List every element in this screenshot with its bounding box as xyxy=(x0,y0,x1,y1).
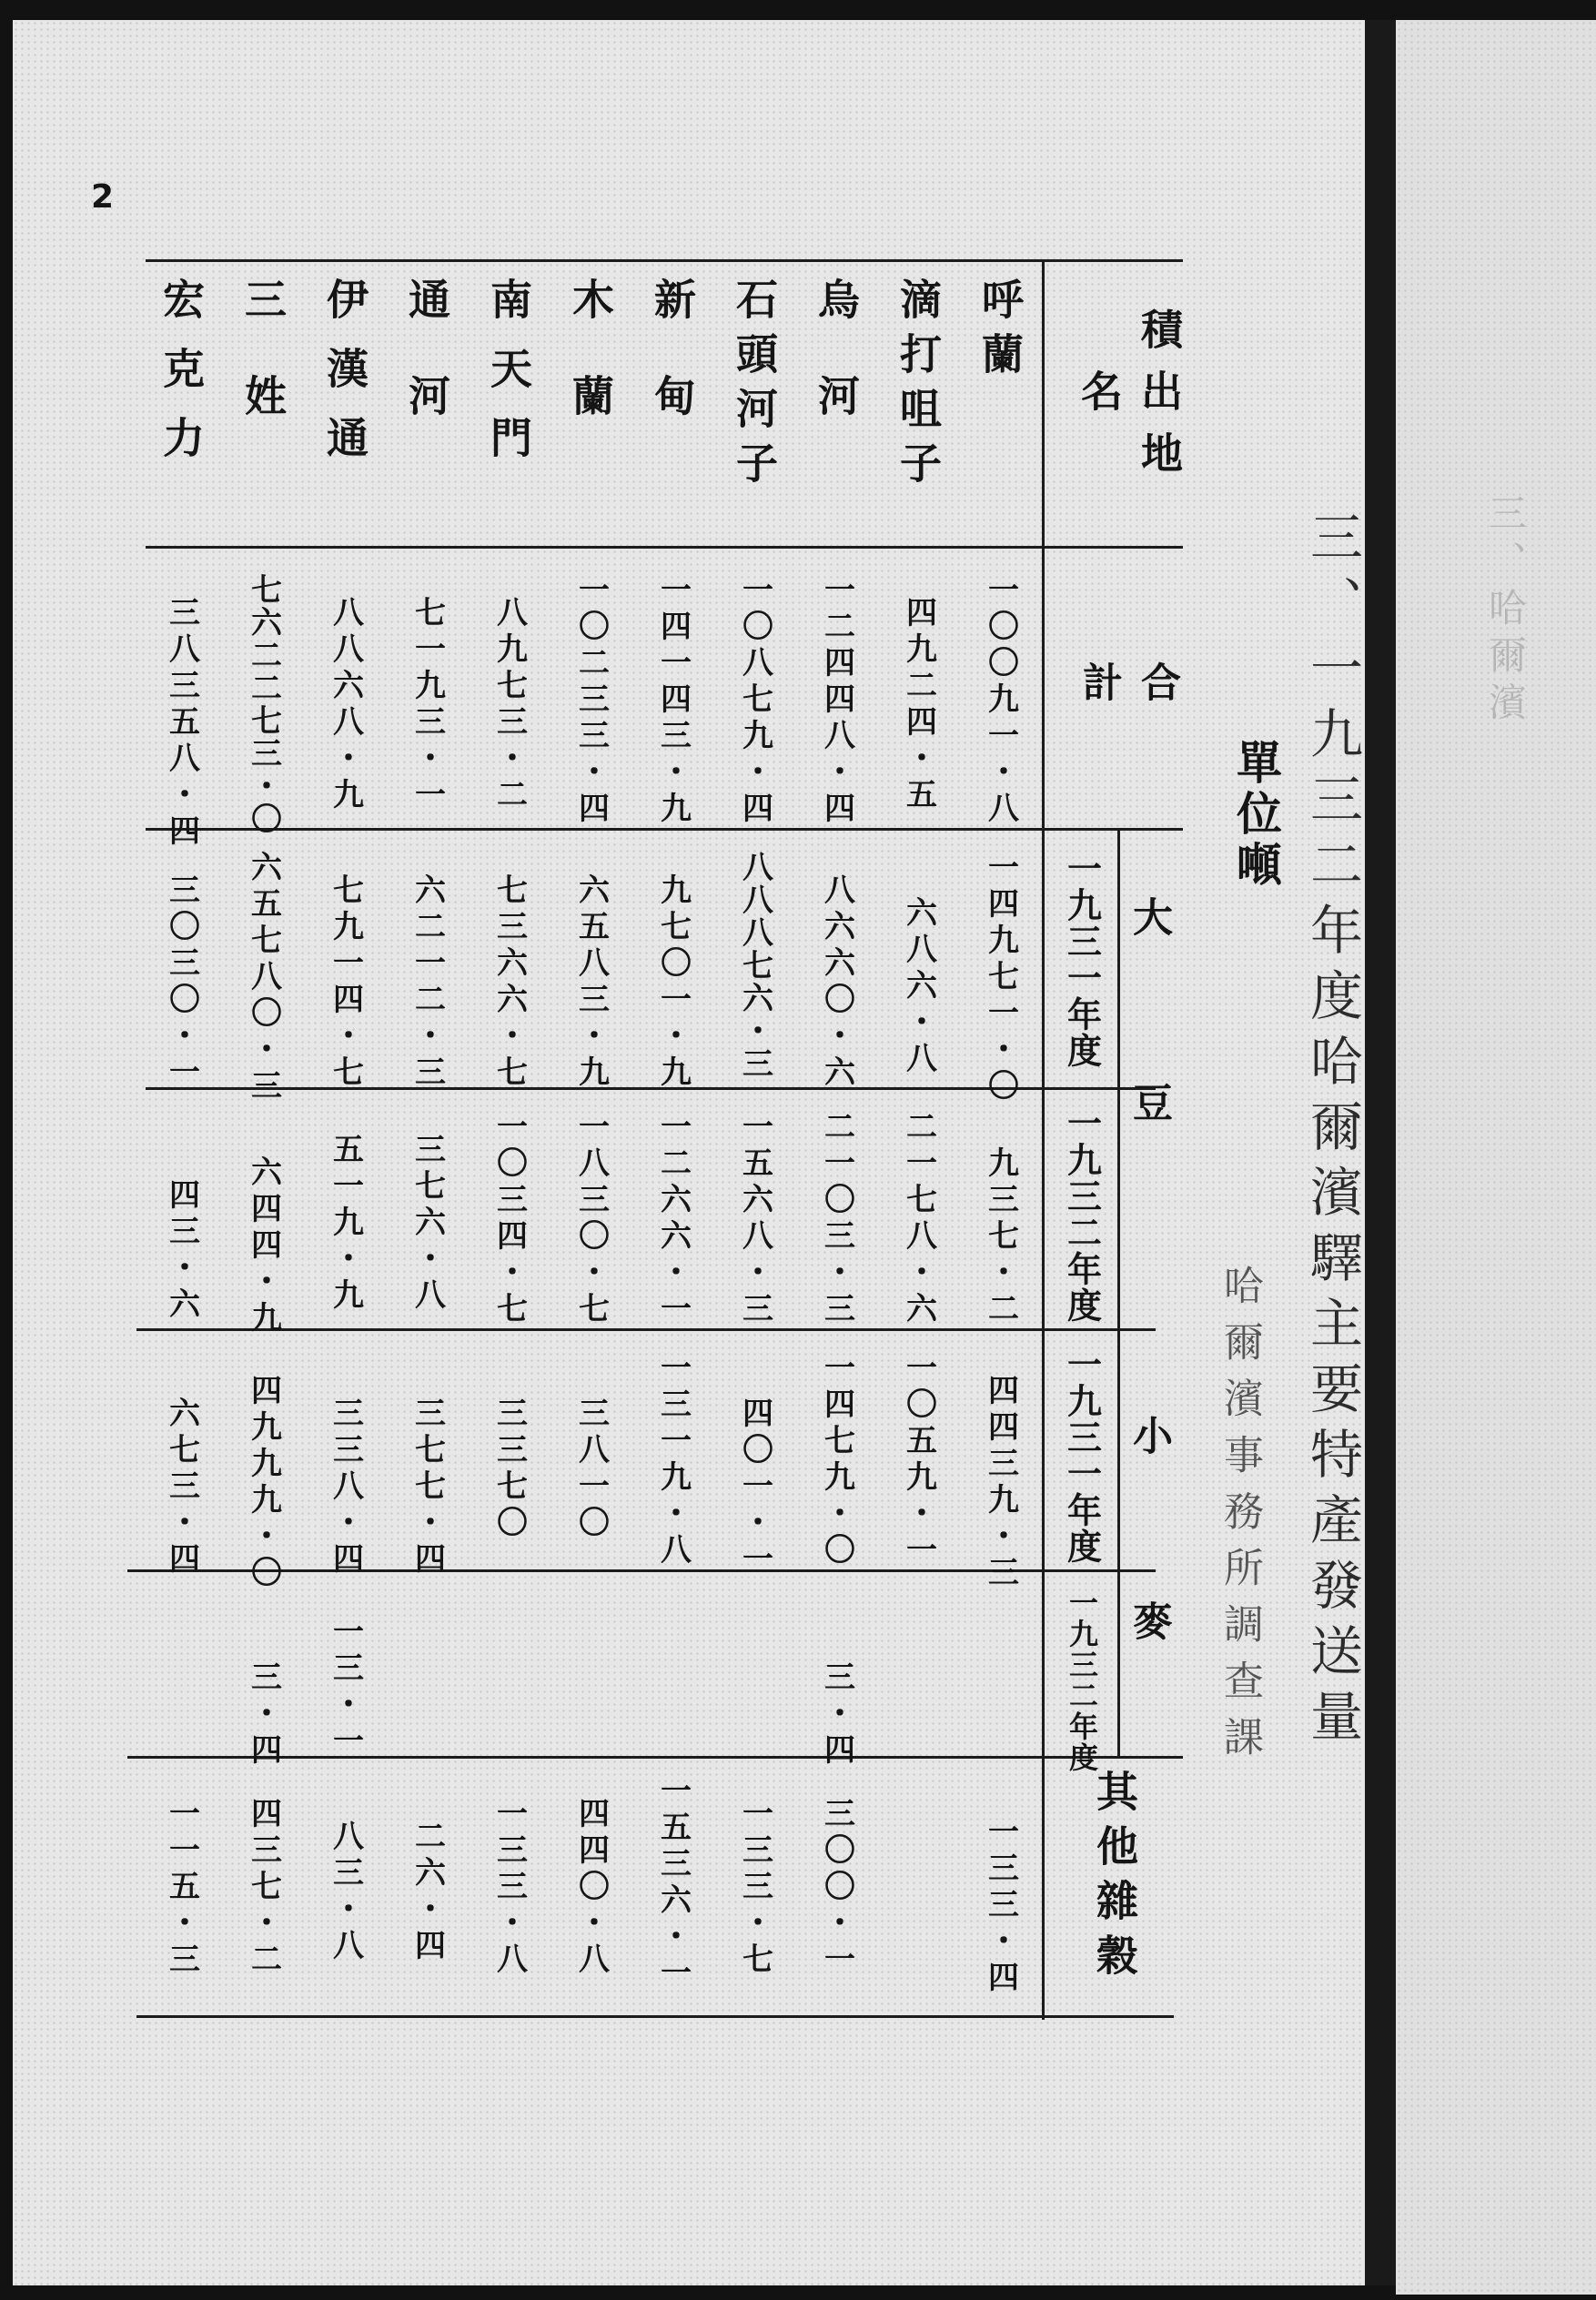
cell-soy-1931: 六八六・八 xyxy=(900,896,937,1078)
cell-wheat-1931: 四〇一・一 xyxy=(736,1397,773,1579)
cell-other: 一一五・三 xyxy=(163,1797,200,1979)
cell-soy-1932: 一五六八・三 xyxy=(736,1110,773,1328)
cell-wheat-1932: 一三・一 xyxy=(327,1615,364,1760)
cell-total: 三八三五八・四 xyxy=(163,596,200,851)
cell-total: 七六二二七三・〇 xyxy=(245,573,282,835)
place-name: 新甸 xyxy=(648,277,697,470)
cell-soy-1932: 一八三〇・七 xyxy=(572,1110,610,1328)
cell-wheat-1931: 一三一九・八 xyxy=(654,1351,692,1569)
shipment-table xyxy=(127,259,1183,2020)
cell-soy-1931: 七三六六・七 xyxy=(490,873,528,1092)
cell-soy-1932: 九三七・二 xyxy=(982,1146,1019,1328)
rule-top xyxy=(146,259,1183,262)
cell-soy-1932: 六四四・九 xyxy=(245,1155,282,1337)
header-soy-1931: 一九三一年度 xyxy=(1061,851,1103,1069)
table-title: 三、一九三二年度哈爾濱驛主要特產發送量 xyxy=(1301,509,1363,1754)
cell-wheat-1931: 四九九九・〇 xyxy=(245,1374,282,1592)
cell-wheat-1931: 一〇五九・一 xyxy=(900,1351,937,1569)
rule-header-bottom xyxy=(146,546,1183,549)
place-name: 南天門 xyxy=(484,277,533,485)
rule-left-of-header xyxy=(1042,259,1045,2020)
unit-label: 單位噸 xyxy=(1229,739,1283,892)
cell-soy-1931: 七九一四・七 xyxy=(327,873,364,1092)
cell-soy-1932: 一〇三四・七 xyxy=(490,1110,528,1328)
cell-soy-1932: 五一九・九 xyxy=(327,1133,364,1315)
cell-total: 一四一四三・九 xyxy=(654,573,692,828)
cell-other: 四四〇・八 xyxy=(572,1797,610,1979)
cell-soy-1931: 八六六〇・六 xyxy=(818,873,855,1092)
cell-total: 八八六八・九 xyxy=(327,596,364,814)
cell-total: 七一九三・一 xyxy=(409,596,446,814)
cell-soy-1932: 二一七八・六 xyxy=(900,1110,937,1328)
source-note: 哈爾濱事務所調查課 xyxy=(1217,1265,1263,1772)
place-name: 木蘭 xyxy=(566,277,615,470)
cell-other: 四三七・二 xyxy=(245,1797,282,1979)
cell-wheat-1931: 三三七〇 xyxy=(490,1397,528,1542)
place-name: 三姓 xyxy=(238,277,288,470)
cell-soy-1932: 二一〇三・三 xyxy=(818,1110,855,1328)
place-name: 宏克力 xyxy=(157,277,206,485)
header-wheat: 小麥 xyxy=(1126,1415,1172,1786)
cell-other: 二六・四 xyxy=(409,1820,446,1965)
header-place: 積出地名 xyxy=(1075,308,1184,493)
cell-wheat-1932: 三・四 xyxy=(818,1660,855,1770)
cell-total: 一〇〇九一・八 xyxy=(982,573,1019,828)
header-wheat-1931: 一九三一年度 xyxy=(1061,1347,1103,1565)
place-name: 石頭河子 xyxy=(730,277,779,496)
header-other-grains: 其他雜穀 xyxy=(1090,1770,1139,1988)
cell-soy-1931: 六五七八〇・三 xyxy=(245,851,282,1105)
cell-other: 一三三・八 xyxy=(490,1797,528,1979)
cell-wheat-1931: 六七三・四 xyxy=(163,1397,200,1579)
cell-total: 一〇二三三・四 xyxy=(572,573,610,828)
header-wheat-1932: 一九三二年度 xyxy=(1065,1588,1099,1773)
cell-total: 八九七三・二 xyxy=(490,596,528,814)
rule-bottom xyxy=(136,2015,1174,2018)
place-name: 呼蘭 xyxy=(975,277,1025,387)
cell-soy-1932: 三七六・八 xyxy=(409,1133,446,1315)
cell-soy-1931: 六五八三・九 xyxy=(572,873,610,1092)
cell-soy-1931: 一四九七一・〇 xyxy=(982,851,1019,1105)
cell-wheat-1931: 四四三九・三 xyxy=(982,1374,1019,1592)
header-soy-1932: 一九三二年度 xyxy=(1061,1105,1103,1324)
cell-wheat-1932: 三・四 xyxy=(245,1660,282,1770)
cell-soy-1931: 八八八七六・三 xyxy=(736,851,773,1080)
cell-total: 一二四四八・四 xyxy=(818,573,855,828)
place-name: 烏河 xyxy=(812,277,861,470)
page-number: 2 xyxy=(91,178,115,216)
header-total: 合計 xyxy=(1076,661,1180,767)
cell-total: 四九二四・五 xyxy=(900,596,937,814)
cell-wheat-1931: 一四七九・〇 xyxy=(818,1351,855,1569)
cell-soy-1931: 九七〇一・九 xyxy=(654,873,692,1092)
cell-other: 三〇〇・一 xyxy=(818,1797,855,1979)
cell-wheat-1931: 三八一〇 xyxy=(572,1397,610,1542)
cell-other: 一三三・四 xyxy=(982,1815,1019,1997)
cell-other: 一五三六・一 xyxy=(654,1774,692,1992)
cell-total: 一〇八七九・四 xyxy=(736,573,773,828)
header-soybean: 大豆 xyxy=(1126,896,1172,1267)
place-name: 滴打咀子 xyxy=(894,277,943,496)
cell-soy-1932: 四三・六 xyxy=(163,1178,200,1324)
cell-wheat-1931: 三三八・四 xyxy=(327,1397,364,1579)
place-name: 通河 xyxy=(402,277,451,470)
place-name: 伊漢通 xyxy=(320,277,369,485)
cell-soy-1931: 六二一二・三 xyxy=(409,873,446,1092)
facing-page-text: 三、哈爾濱 xyxy=(1483,493,1528,730)
cell-other: 一三三・七 xyxy=(736,1797,773,1979)
cell-soy-1931: 三〇三〇・一 xyxy=(163,873,200,1092)
cell-wheat-1931: 三七七・四 xyxy=(409,1397,446,1579)
cell-other: 八三・八 xyxy=(327,1820,364,1965)
facing-page-edge xyxy=(1396,20,1596,2295)
cell-soy-1932: 一二六六・一 xyxy=(654,1110,692,1328)
